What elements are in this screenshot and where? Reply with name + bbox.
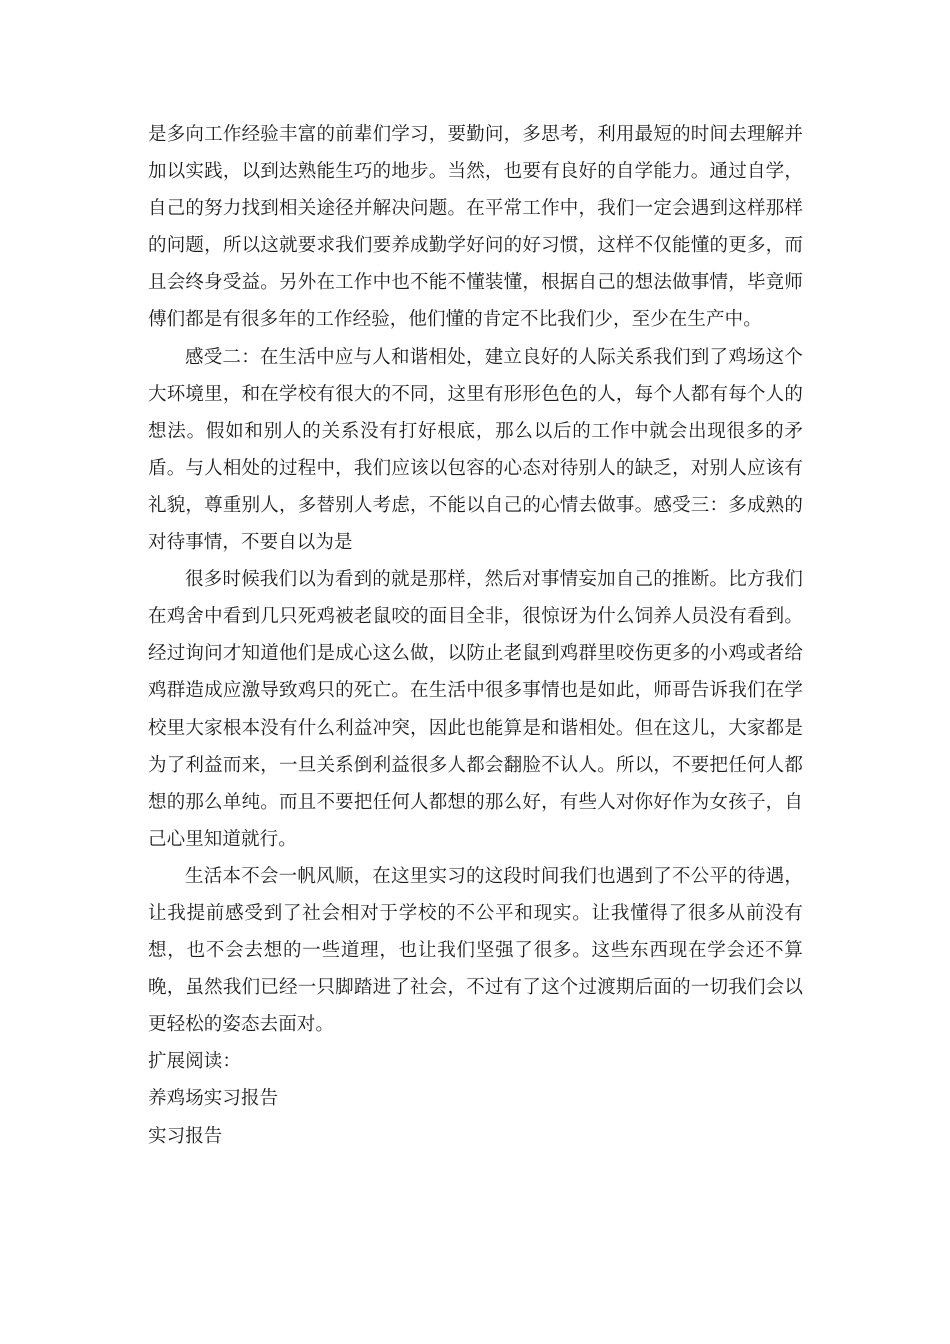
- extended-reading-label: 扩展阅读：: [148, 1051, 242, 1073]
- paragraph-1: 是多向工作经验丰富的前辈们学习，要勤问，多思考，利用最短的时间去理解并加以实践，以到达熟能生巧的地步。当然，也要有良好的自学能力。通过自学，自己的努力找到相关途径并解决问题。在平常工作中，我们一定会遇到这样那样的问题，所以这就要求我们要养成勤学好问的好习惯，这样不仅能懂的更多，而且会终身受益。另外在工作中也不能不懂装懂，根据自己的想法做事情，毕竟师傅们都是有很多年的工作经验，他们懂的肯定不比我们少，至少在生产中。: [148, 124, 803, 331]
- paragraph-4: 生活本不会一帆风顺，在这里实习的这段时间我们也遇到了不公平的待遇，让我提前感受到了社会相对于学校的不公平和现实。让我懂得了很多从前没有想，也不会去想的一些道理，也让我们坚强了很多。这些东西现在学会还不算晚，虽然我们已经一只脚踏进了社会，不过有了这个过渡期后面的一切我们会以更轻松的姿态去面对。: [148, 865, 803, 1036]
- paragraph-3: 很多时候我们以为看到的就是那样，然后对事情妄加自己的推断。比方我们在鸡舍中看到几只死鸡被老鼠咬的面目全非，很惊讶为什么饲养人员没有看到。经过询问才知道他们是成心这么做，以防止老鼠到鸡群里咬伤更多的小鸡或者给鸡群造成应激导致鸡只的死亡。在生活中很多事情也是如此，师哥告诉我们在学校里大家根本没有什么利益冲突，因此也能算是和谐相处。但在这儿，大家都是为了利益而来，一旦关系倒利益很多人都会翻脸不认人。所以，不要把任何人都想的那么单纯。而且不要把任何人都想的那么好，有些人对你好作为女孩子，自己心里知道就行。: [148, 569, 803, 850]
- extended-reading-link-1[interactable]: 养鸡场实习报告: [148, 1088, 279, 1110]
- document-page: [148, 116, 803, 1155]
- paragraph-2: 感受二：在生活中应与人和谐相处，建立良好的人际关系我们到了鸡场这个大环境里，和在学校有很大的不同，这里有形形色色的人，每个人都有每个人的想法。假如和别人的关系没有打好根底，那么以后的工作中就会出现很多的矛盾。与人相处的过程中，我们应该以包容的心态对待别人的缺乏，对别人应该有礼貌，尊重别人，多替别人考虑，不能以自己的心情去做事。感受三：多成熟的对待事情，不要自以为是: [148, 346, 803, 554]
- extended-reading-link-2[interactable]: 实习报告: [148, 1125, 223, 1147]
